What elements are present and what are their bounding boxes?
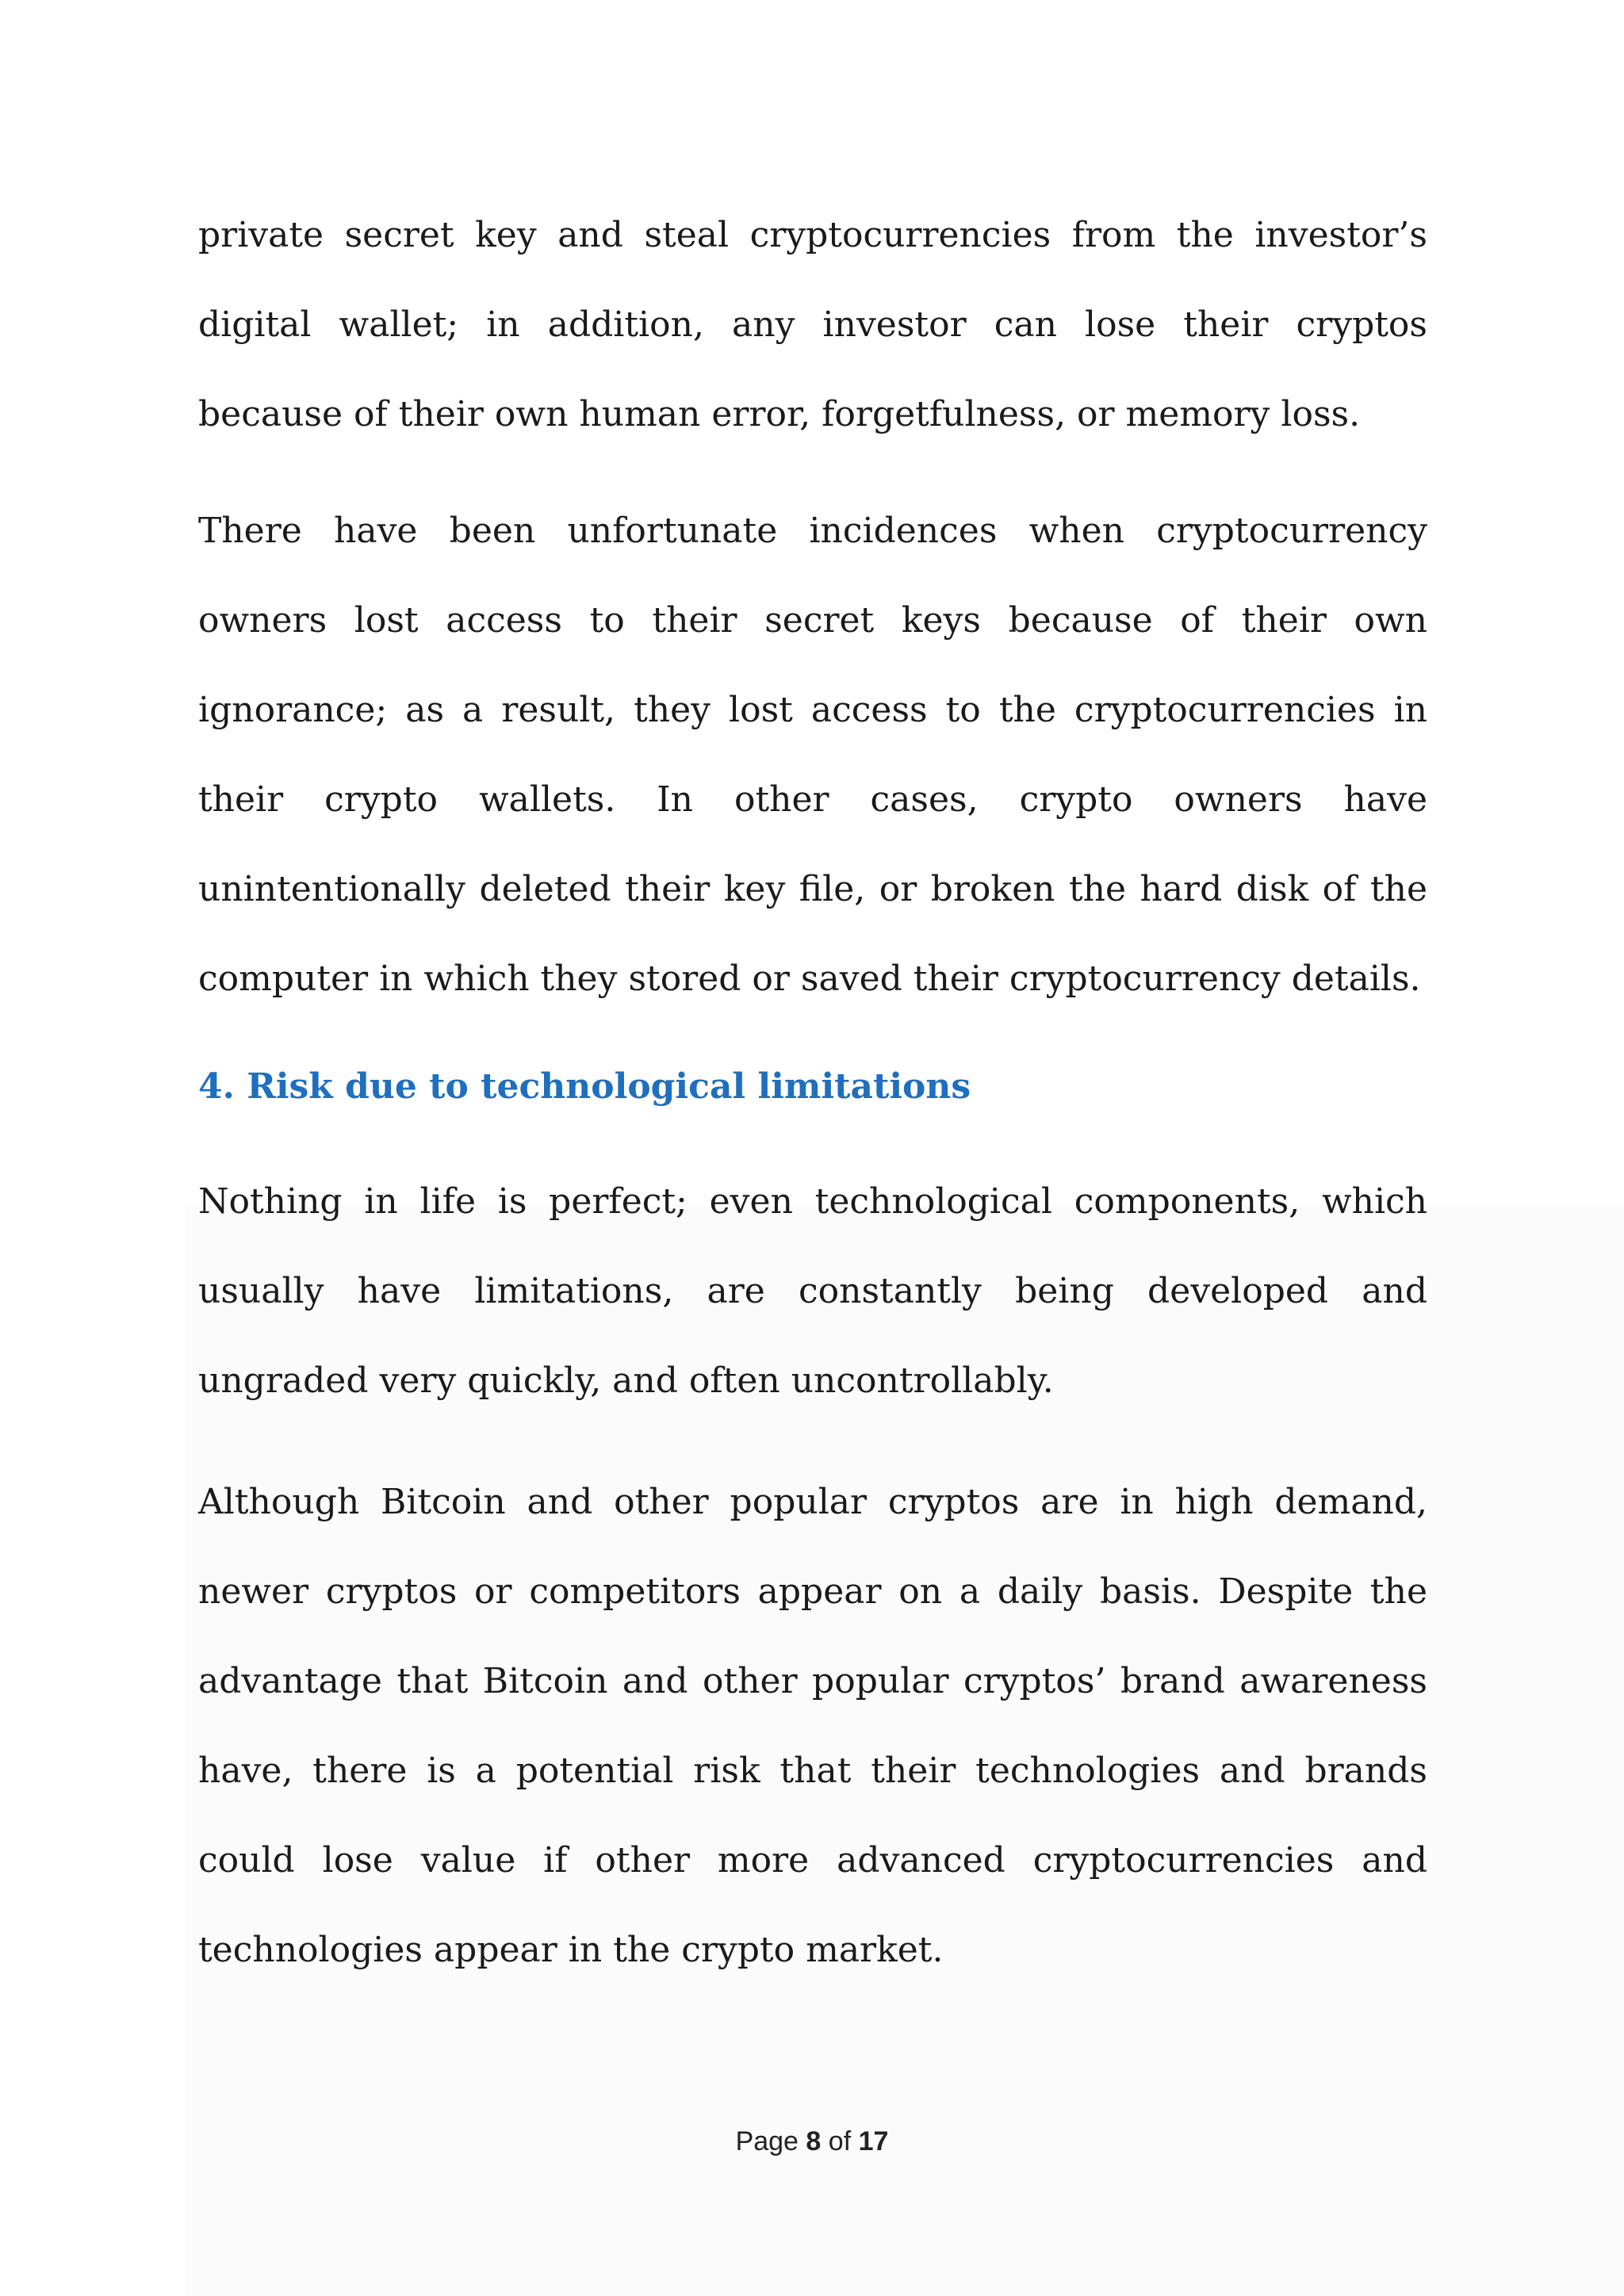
footer-total-pages: 17 bbox=[858, 2126, 889, 2156]
section-paragraph-2: Although Bitcoin and other popular cryptos are in high demand, newer cryptos or competitors appear on a daily basis. Despite the advantage that Bitcoin and other popular cryptos’ brand awareness have, there is a potential risk that their technologies and brands could lose value if other more advanced cryptocurrencies and technologies appear in the crypto market. bbox=[198, 1482, 1427, 1970]
body-paragraph-1: private secret key and steal cryptocurrencies from the investor’s digital wallet; in addition, any investor can lose their cryptos because of their own human error, forgetfulness, or memory loss. bbox=[198, 215, 1427, 434]
footer-prefix: Page bbox=[735, 2126, 799, 2156]
footer-current-page: 8 bbox=[806, 2126, 822, 2156]
section-heading: 4. Risk due to technological limitations bbox=[198, 1066, 971, 1107]
body-paragraph-2: There have been unfortunate incidences when cryptocurrency owners lost access to their secret keys because of their own ignorance; as a result, they lost access to the cryptocurrencies in their crypto wallets. In other cases, crypto owners have unintentionally deleted their key file, or broken the hard disk of the computer in which they stored or saved their cryptocurrency details. bbox=[198, 511, 1427, 999]
footer-separator: of bbox=[828, 2126, 852, 2156]
page-number-footer bbox=[0, 2126, 1624, 2157]
section-paragraph-1: Nothing in life is perfect; even technological components, which usually have limitations, are constantly being developed and ungraded very quickly, and often uncontrollably. bbox=[198, 1181, 1427, 1401]
page-content bbox=[198, 190, 1427, 1995]
